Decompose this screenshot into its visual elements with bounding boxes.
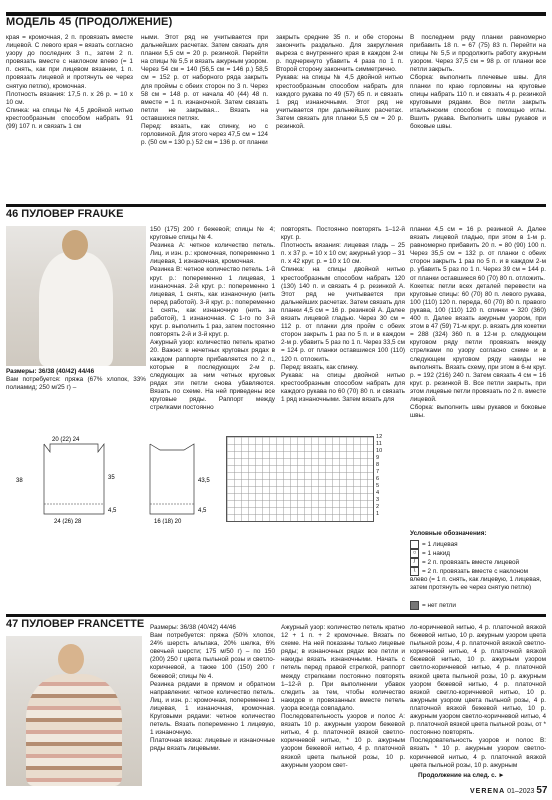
k2tog-icon: /	[410, 558, 419, 567]
sch-side-label: 38	[16, 478, 23, 484]
s47-photo	[6, 636, 142, 786]
s47-text-3: ло-коричневой нитью, 4 р. платочной вязкой бежевой нитью, 10 р. ажурным узором цвета пыльной розы, 4 р. платочной вязкой светло-коричневой нитью, 4 р. платочной вязкой бежевой нитью, 10 р. ажурным узором светло-коричневой нитью, 4 р. платочной вязкой цвета пыльной розы, 10 р. ажурным узором бежевой нитью, 4 р. платочной вязкой светло-коричневой нитью, 10 р. ажурным узором цвета пыльной розы, 4 р. платочной вязкой бежевой нитью, 10 р. ажурным узором светло-коричневой нитью, 4 р. платочной вязкой цвета пыльной розы, от * постоянно повторять. Последовательность узоров и полос В: вязать * 10 р. ажурным узором светло-коричневой нитью, 4 р. платочной вязкой цвета пыльной розы, 10 р. ажурным	[410, 624, 546, 769]
row-num: 10	[376, 448, 383, 454]
m45-text-4: В последнем ряду планки равномерно прибавить 18 п. = 67 (75) 83 п. Перейти на спицы № 5,5 и продолжить работу ажурным узором. Через 37,5 см = 98 р. от планки все петли закрыть. Сборка: выполнить плечевые швы. Для планки по краю горловины на круговые спицы набрать 110 п. и связать 4 р. резинкой круговыми рядами. Все петли закрыть итальянским способом с помощью иглы. Вшить рукава. Выполнить швы рукавов и боковые швы.	[410, 34, 546, 131]
page-header	[0, 0, 552, 30]
page-number: 57	[536, 785, 548, 796]
sch-top-label: 20 (22) 24	[52, 437, 80, 443]
m45-col3	[276, 34, 403, 200]
s46-col3	[410, 226, 546, 526]
s47-text-1: Размеры: 36/38 (40/42) 44/46 Вам потребуется: пряжа (50% хлопок, 24% шерсть альпака, 20% шелка, 6% овечьей шерсти; 175 м/50 г) – по 150 (200) 250 г цвета пыльной розы и светло-коричневой, а также 100 (150) 200 г бежевой; спицы № 4. Резинка рядами в прямом и обратном направлении: четное количество петель. Лиц. и изн. р.: кромочная, попеременно 1 лицевая, 1 изнаночная, кромочная. Круговыми рядами: четное количество петель. Вязать попеременно 1 лицевую, 1 изнаночную. Платочная вязка: лицевые и изнаночные ряды вязать лицевыми.	[150, 624, 275, 753]
model-head	[62, 230, 88, 260]
sch-h1-label: 4,5	[108, 508, 117, 514]
s46-col1	[150, 226, 275, 432]
knit-symbol-icon	[410, 540, 419, 549]
s46-sizes	[6, 368, 146, 402]
legend-item: = нет петли	[410, 601, 546, 610]
s46-chart-row-numbers	[376, 434, 388, 518]
no-stitch-icon	[410, 601, 419, 610]
legend-item: \ = 2 п. провязать вместе с наклоном влево (= 1 п. снять, как лицевую, 1 лицевая, затем протянуть ее через снятую петлю)	[410, 568, 542, 592]
s46-photo	[6, 226, 146, 366]
s46-knit-chart	[226, 436, 374, 522]
s47-title: 47 ПУЛОВЕР FRANCETTE	[6, 618, 145, 630]
s47-col3	[410, 624, 546, 770]
row-num: 4	[376, 490, 380, 496]
m45-text-1: края = кромочная, 2 п. провязать вместе лицевой. С левого края = вязать согласно узору до последних 3 п., затем 2 п. провязать вместе с наклоном влево (= 1 п. снять, как при лицевом вязании, 1 п. провязать лицевой и протянуть ее через снятую петлю), кромочная. Плотность вязания: 17,5 п. х 26 р. = 10 х 10 см. Спинка: на спицы № 4,5 двойной нитью крестообразным способом набрать 91 (99) 107 п. и связать 1 см	[6, 34, 133, 131]
legend-title: Условные обозначения:	[410, 530, 487, 537]
s46-col2	[281, 226, 405, 432]
m45-col1	[6, 34, 133, 200]
m45-col2	[141, 34, 268, 200]
legend-item: ○ = 1 накид	[410, 549, 546, 558]
s46-text-1: 150 (175) 200 г бежевой; спицы № 4; круговые спицы № 4. Резинка А: четное количество петель. Лиц. и изн. р.: кромочная, попеременно 1 лицевая, 1 изнаночная, кромочная. Резинка В: четное количество петель. 1-й круг. р.: попеременно 1 лицевая, 1 изнаночная. 2-й круг. р.: попеременно 1 лицевая, 1 снять, как изнаночную (нить перед работой). 3-й круг. р.: попеременно 1 снять, как изнаночную (нить за работой), 1 изнаночная. С 1-го по 3-й круг. р. выполнить 1 раз, затем постоянно повторять 2-й и 3-й круг. р. Ажурный узор: количество петель кратно 20. Важно: в нечетных круговых рядах в каждом раппорте прибавляется по 2 п., которые в последующих 2-м р. следующих за ним четных круговых рядах эти петли снова убавляются. Вязать по схеме. На ней приведены все круговые ряды. Раппорт между стрелками постоянно	[150, 226, 275, 412]
row-num: 3	[376, 497, 380, 503]
sch-h2-label: 35	[108, 475, 115, 481]
legend-item: / = 2 п. провязать вместе лицевой	[410, 558, 546, 567]
row-num: 1	[376, 511, 380, 517]
continue-note: Продолжение на след. с. ►	[418, 772, 505, 779]
footer	[470, 785, 547, 796]
sch-bot-label: 24 (26) 28	[54, 519, 82, 524]
model-sweater	[26, 674, 122, 786]
m45-text-3: закрыть средние 35 п. и обе стороны закончить раздельно. Для закругления выреза с внутреннего края в каждом 2-м р. подчеркнуто убавить 4 раза по 1 п. Второй сторону закончить симметрично. Рукава: на спицы № 4,5 двойной нитью крестообразным способом набрать для каждого рукава по 49 (57) 65 п. и связать 1 ряд изнаночными. Этот ряд не учитывается при дальнейших расчетах. Затем связать для планки 5,5 см = 20 р. резинкой.	[276, 34, 403, 131]
row-num: 8	[376, 462, 380, 468]
sleeve-h2-label: 4,5	[198, 508, 207, 514]
row-num: 2	[376, 504, 380, 510]
yarn-over-icon: ○	[410, 549, 419, 558]
row-num: 7	[376, 469, 380, 475]
s47-col1	[150, 624, 275, 788]
s46-rule	[6, 204, 546, 207]
row-num: 11	[376, 441, 382, 447]
s46-title: 46 ПУЛОВЕР FRAUKE	[6, 208, 124, 220]
ssk-icon: \	[410, 567, 419, 576]
sleeve-h-label: 43,5	[198, 478, 210, 484]
row-num: 6	[376, 476, 380, 482]
magazine-name: VERENA	[470, 788, 506, 795]
s46-schematic-sleeve	[128, 434, 218, 524]
legend-item: = 1 лицевая	[410, 540, 546, 549]
model-figure	[39, 252, 113, 366]
row-num: 5	[376, 483, 380, 489]
s46-text-2: повторять. Постоянно повторять 1–12-й круг. р. Плотность вязания: лицевая гладь – 25 п. х 37 р. = 10 х 10 см; ажурный узор – 31 п. х 42 круг. р. = 10 х 10 см. Спинка: на спицы двойной нитью крестообразным способом набрать 120 (130) 140 п. и связать 4 р. резинкой А. Этот ряд не учитывается при дальнейших расчетах. Затем связать для планки 4,5 см = 16 р. резинкой А. Далее вязать лицевой гладью. Через 30 см = 112 р. от планки для пройм с обеих сторон закрыть 1 раз по 5 п. и в каждом 2-м р. убавить 5 раз по 1 п. Через 33,5 см = 124 р. от планки оставшиеся 100 (110) 120 п. отложить. Перед: вязать, как спинку. Рукава: на спицы двойной нитью крестообразным способом набрать для каждого рукава по 60 (70) 80 п. и связать 1 ряд изнаночными. Затем вязать для	[281, 226, 405, 403]
s47-rule	[6, 614, 546, 617]
issue-number: 01–2023	[507, 788, 535, 795]
m45-col4	[410, 34, 546, 200]
row-num: 12	[376, 434, 383, 440]
s47-text-2: Ажурный узор: количество петель кратно 12 + 1 п. + 2 кромочные. Вязать по схеме. На ней показаны только лицевые ряды; в изнаночных рядах все петли и накиды вязать изнаночными. Начать с петель перед правой стрелкой, раппорт между стрелками постоянно повторять 1–12-й р. При выполнении убавок следить за тем, чтобы количество накидов и провязанных вместе петель узора всегда совпадало. Последовательность узоров и полос А: вязать 10 р. ажурным узором бежевой нитью, 4 р. платочной вязкой светло-коричневой нитью, * 10 р. ажурным узором бежевой нитью, 4 р. платочной вязкой цвета пыльной розы, 10 р. ажурным узором свет-	[281, 624, 405, 769]
s46-text-3: планки 4,5 см = 16 р. резинкой А. Далее вязать лицевой гладью, при этом в 1-м р. равномерно прибавить 20 п. = 80 (90) 100 п. Через 35,5 см = 132 р. от планки с обеих сторон закрыть 1 раз по 5 п. и в каждом 2-м р. убавить 5 раз по 1 п. Через 39 см = 144 р. от планки оставшиеся 60 (70) 80 п. отложить. Кокетка: петли всех деталей перевести на круговые спицы: 60 (70) 80 п. левого рукава, 100 (110) 120 п. переда, 60 (70) 80 п. правого рукава, 100 (110) 120 п. спинки = 320 (360) 400 п. Далее вязать ажурным узором, при этом в 47 (59) 71-м круг. р. вязать для кокетки = 288 (324) 360 п. в 12-м р. следующем круговом ряду петли провязать между стрелками по узору согласно схеме и в следующем круговом ряду накиды не выполнять. Вязать схему, при этом в 6-м круг. р. = 192 (216) 240 п. Затем связать 4 см = 16 круг. р. резинкой В. Все петли закрыть, при этом лицевые петли провязать по 2 п. вместе лицевой. Сборка: выполнить швы рукавов и боковые швы.	[410, 226, 546, 420]
s47-col2	[281, 624, 405, 788]
m45-text-2: ными. Этот ряд не учитывается при дальнейших расчетах. Затем связать для планки 5,5 см = 20 р. резинкой. Перейти на спицы № 5,5 и вязать ажурным узором. Через 54 см = 140 (56,5 см = 146 р.) 58,5 см = 152 р. от наборного ряда закрыть для проймы с обеих сторон по 3 п. Через 58 см = 148 р. от начала 40 (44) 48 п. вместе = 1 п. изнаночной. Затем связать петли не закрывая... Вязать на оставшихся петлях. Перед: вязать, как спинку, но с горловиной. Для этого через 47,5 см = 124 р. (50 см = 130 р.) 52 см = 136 р. от планки	[141, 34, 268, 147]
row-num: 9	[376, 455, 380, 461]
page-title: МОДЕЛЬ 45 (ПРОДОЛЖЕНИЕ)	[6, 16, 173, 28]
s46-schematic-body	[14, 434, 124, 524]
model-head	[58, 644, 84, 674]
s46-sizes-text: Размеры: 36/38 (40/42) 44/46	[6, 368, 95, 375]
s46-need-text: Вам потребуется: пряжа (67% хлопок, 33% полиамид; 250 м/25 г) –	[6, 376, 146, 392]
sleeve-bot-label: 16 (18) 20	[154, 519, 182, 524]
